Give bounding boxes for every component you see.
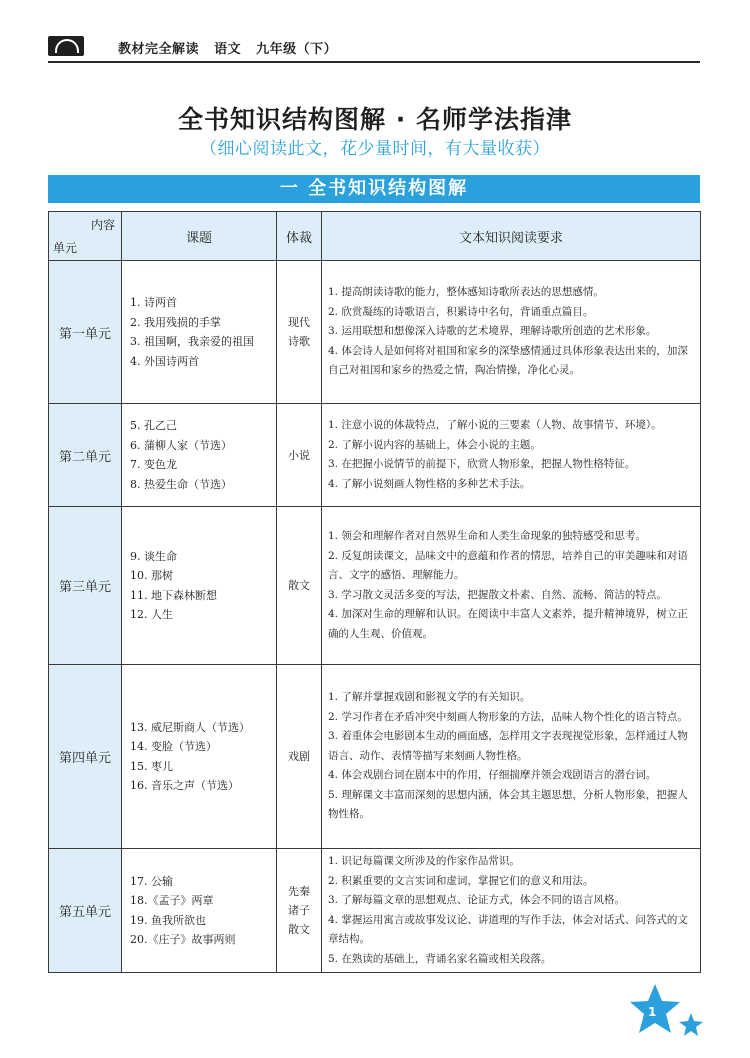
requirement-item: 5. 在熟读的基础上，背诵名家名篇或相关段落。 [328, 952, 552, 965]
page-title: 全书知识结构图解 · 名师学法指津 [178, 105, 572, 134]
page-header [48, 34, 700, 62]
requirement-item: 5. 理解课文丰富而深刻的思想内涵，体会其主题思想，分析人物形象，把握人物性格。 [328, 788, 688, 821]
header-content-label: 内容 [90, 218, 115, 232]
topic-item: 19. 鱼我所欲也 [130, 913, 206, 927]
table-header-row [49, 212, 701, 261]
genre-line: 诗歌 [288, 335, 310, 348]
genre-line: 散文 [288, 923, 310, 936]
header-genre: 体裁 [277, 212, 322, 261]
genre-cell [277, 849, 322, 973]
topic-item: 6. 蒲柳人家（节选） [130, 438, 232, 452]
requirement-item: 1. 领会和理解作者对自然界生命和人类生命现象的独特感受和思考。 [328, 530, 646, 542]
genre-line: 戏剧 [288, 750, 310, 763]
requirement-item: 1. 识记每篇课文所涉及的作家作品常识。 [328, 855, 520, 867]
topics-cell [122, 665, 277, 849]
requirement-item: 2. 学习作者在矛盾冲突中刻画人物形象的方法，品味人物个性化的语言特点。 [328, 710, 688, 723]
topic-item: 5. 孔乙己 [130, 419, 177, 432]
unit-cell: 第二单元 [49, 404, 122, 507]
requirement-item: 4. 掌握运用寓言或故事发议论、讲道理的写作手法，体会对话式、问答式的文章结构。 [328, 913, 688, 945]
knowledge-structure-table [48, 211, 701, 973]
section-banner: 一 全书知识结构图解 [48, 175, 700, 203]
requirement-item: 2. 积累重要的文言实词和虚词，掌握它们的意义和用法。 [328, 874, 594, 887]
topic-item: 3. 祖国啊，我亲爱的祖国 [130, 335, 254, 348]
topic-item: 15. 枣儿 [130, 759, 173, 773]
topic-item: 16. 音乐之声（节选） [130, 779, 239, 792]
requirement-item: 3. 在把握小说情节的前提下，欣赏人物形象，把握人物性格特征。 [328, 458, 636, 470]
table-row [49, 404, 701, 507]
small-star-icon [678, 1012, 704, 1038]
requirement-item: 2. 了解小说内容的基础上，体会小说的主题。 [328, 438, 541, 451]
table-row [49, 507, 701, 665]
requirement-item: 4. 了解小说刻画人物性格的多种艺术手法。 [328, 477, 531, 490]
table-row [49, 665, 701, 849]
requirement-item: 1. 提高朗读诗歌的能力，整体感知诗歌所表达的思想感情。 [328, 286, 604, 299]
topics-cell [122, 404, 277, 507]
genre-cell [277, 261, 322, 404]
topic-item: 2. 我用残损的手掌 [130, 315, 221, 329]
running-header: 教材完全解读 语文 九年级（下） [118, 42, 338, 57]
requirement-item: 3. 运用联想和想像深入诗歌的艺术境界，理解诗歌所创造的艺术形象。 [328, 325, 657, 338]
topic-item: 17. 公输 [130, 874, 173, 888]
genre-line: 小说 [288, 448, 310, 462]
topic-item: 4. 外国诗两首 [130, 354, 199, 368]
topic-item: 13. 威尼斯商人（节选） [130, 720, 250, 734]
topics-cell [122, 261, 277, 404]
publisher-logo [48, 36, 84, 56]
genre-line: 诸子 [288, 904, 310, 917]
topic-item: 11. 地下森林断想 [130, 588, 217, 602]
topic-item: 9. 谈生命 [130, 549, 177, 563]
header-unit-label: 单元 [53, 241, 78, 255]
page-subtitle: （细心阅读此文，花少量时间，有大量收获） [200, 139, 550, 159]
table-row [49, 261, 701, 404]
header-topic: 课题 [122, 212, 277, 261]
requirement-item: 2. 欣赏凝练的诗歌语言，积累诗中名句，背诵重点篇目。 [328, 305, 594, 318]
topic-item: 12. 人生 [130, 608, 173, 621]
topic-item: 10. 那树 [130, 569, 173, 582]
topic-item: 20.《庄子》故事两则 [130, 933, 236, 946]
genre-cell [277, 665, 322, 849]
unit-cell: 第四单元 [49, 665, 122, 849]
requirement-item: 4. 加深对生命的理解和认识。在阅读中丰富人文素养，提升精神境界，树立正确的人生观、价值观。 [328, 608, 688, 640]
requirement-item: 4. 体会戏剧台词在剧本中的作用，仔细揣摩并领会戏剧语言的潜台词。 [328, 769, 657, 782]
header-rule [48, 61, 700, 63]
requirements-cell [322, 404, 701, 507]
requirements-cell [322, 665, 701, 849]
requirements-cell [322, 849, 701, 973]
requirements-cell [322, 507, 701, 665]
unit-cell: 第一单元 [49, 261, 122, 404]
page-number: 1 [648, 1005, 657, 1019]
genre-cell [277, 404, 322, 507]
requirement-item: 3. 着重体会电影剧本生动的画面感，怎样用文字表现视觉形象，怎样通过人物语言、动作、表情等描写来刻画人物性格。 [328, 730, 688, 762]
header-requirements: 文本知识阅读要求 [322, 212, 701, 261]
topics-cell [122, 849, 277, 973]
genre-line: 先秦 [288, 885, 310, 898]
genre-line: 现代 [288, 316, 310, 329]
genre-cell [277, 507, 322, 665]
topic-item: 18.《孟子》两章 [130, 894, 214, 907]
requirement-item: 3. 学习散文灵活多变的写法，把握散文朴素、自然、流畅、简洁的特点。 [328, 588, 667, 601]
requirement-item: 1. 了解并掌握戏剧和影视文学的有关知识。 [328, 691, 531, 704]
unit-cell: 第三单元 [49, 507, 122, 665]
genre-line: 散文 [288, 579, 310, 592]
requirement-item: 3. 了解每篇文章的思想观点、论证方式，体会不同的语言风格。 [328, 894, 625, 906]
requirement-item: 1. 注意小说的体裁特点，了解小说的三要素（人物、故事情节、环境）。 [328, 419, 662, 431]
requirements-cell [322, 261, 701, 404]
topic-item: 14. 变脸（节选） [130, 740, 217, 753]
requirement-item: 4. 体会诗人是如何将对祖国和家乡的深挚感情通过具体形象表达出来的，加深自己对祖国和家乡的热爱之情，陶冶情操，净化心灵。 [328, 344, 688, 377]
table-row [49, 849, 701, 973]
topic-item: 7. 变色龙 [130, 458, 177, 471]
topic-item: 1. 诗两首 [130, 296, 177, 309]
topic-item: 8. 热爱生命（节选） [130, 477, 232, 491]
unit-cell: 第五单元 [49, 849, 122, 973]
diagonal-header-cell [49, 212, 122, 261]
requirement-item: 2. 反复朗读课文，品味文中的意蕴和作者的情思，培养自己的审美趣味和对语言、文字的感悟、理解能力。 [328, 549, 688, 581]
topics-cell [122, 507, 277, 665]
